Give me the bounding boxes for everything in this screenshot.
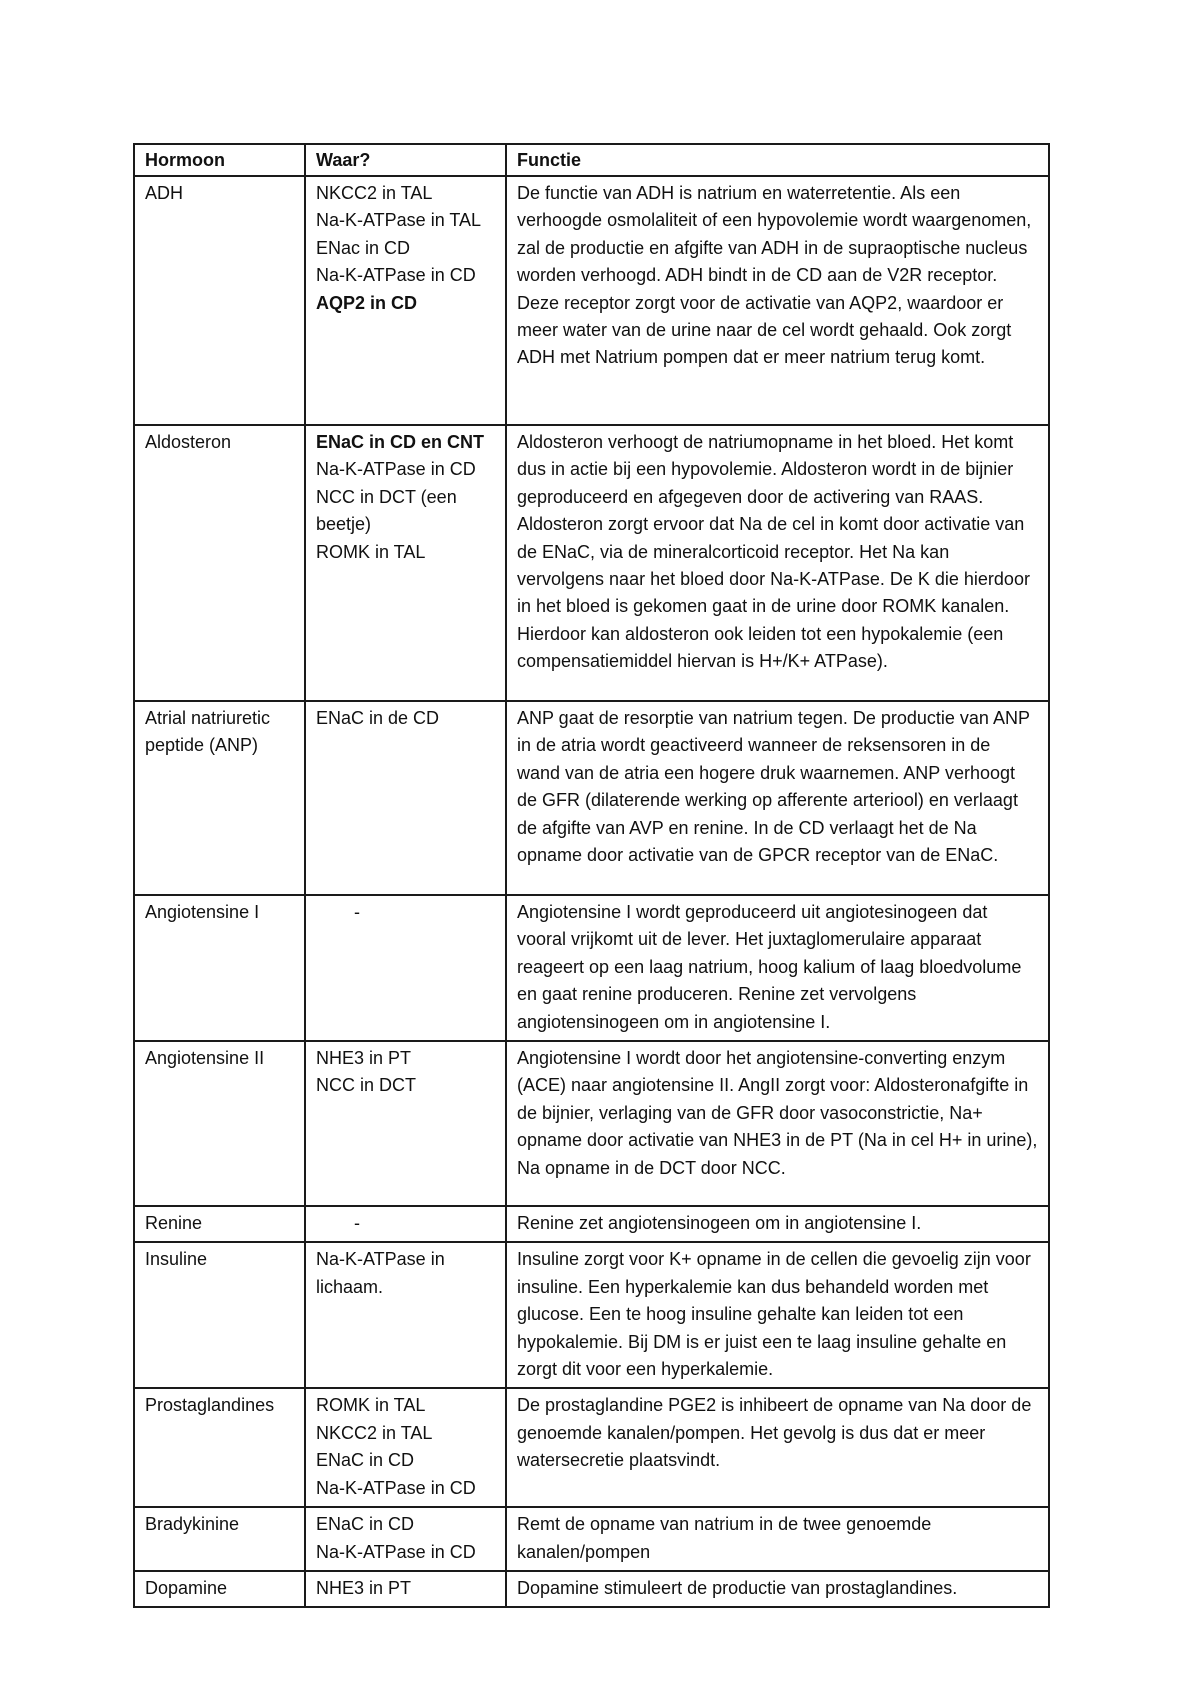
table-row xyxy=(134,1041,1049,1206)
waar-text: Na-K-ATPase in CD xyxy=(316,265,476,286)
hormoon-text: peptide (ANP) xyxy=(145,735,259,756)
cell-hormoon xyxy=(134,1388,305,1507)
waar-text: ENaC in CD xyxy=(316,1450,415,1471)
waar-text: ROMK in TAL xyxy=(316,1395,426,1416)
functie-text: Angiotensine I wordt door het angiotensine-converting enzym (ACE) naar angiotensine II. AngII zorgt voor: Aldosteronafgifte in de bijnier, verlaging van de GFR door vasoconstrictie, Na+ opname door activatie van NHE3 in de PT (Na in cel H+ in urine), Na opname in de DCT door NCC. xyxy=(517,1048,1038,1178)
table-row xyxy=(134,701,1049,895)
cell-functie xyxy=(506,1206,1049,1242)
cell-functie xyxy=(506,895,1049,1041)
cell-hormoon xyxy=(134,1206,305,1242)
functie-text: Renine zet angiotensinogeen om in angiotensine I. xyxy=(517,1213,922,1234)
functie-text: De prostaglandine PGE2 is inhibeert de opname van Na door de genoemde kanalen/pompen. Het gevolg is dus dat er meer watersecretie plaatsvindt. xyxy=(517,1395,1032,1471)
cell-waar xyxy=(305,176,506,425)
waar-text: NHE3 in PT xyxy=(316,1577,412,1598)
waar-text: NCC in DCT xyxy=(316,1075,417,1096)
hormoon-text: Angiotensine II xyxy=(145,1048,265,1069)
table-row xyxy=(134,1206,1049,1242)
cell-hormoon xyxy=(134,701,305,895)
waar-text: Na-K-ATPase in CD xyxy=(316,459,476,480)
waar-text: Na-K-ATPase in CD xyxy=(316,1477,476,1498)
cell-waar xyxy=(305,425,506,701)
waar-text: AQP2 in CD xyxy=(316,292,418,313)
waar-text: NKCC2 in TAL xyxy=(316,1422,433,1443)
table-row xyxy=(134,176,1049,425)
waar-text: ROMK in TAL xyxy=(316,541,426,562)
functie-text: ANP gaat de resorptie van natrium tegen. De productie van ANP in de atria wordt geactiveerd wanneer de reksensoren in de wand van de atria een hogere druk waarnemen. ANP verhoogt de GFR (dilaterende werking op afferente arteriool) en verlaagt de afgifte van AVP en renine. In de CD verlaagt het de Na opname door activatie van de GPCR receptor van de ENaC. xyxy=(517,708,1030,866)
table-row xyxy=(134,425,1049,701)
waar-text: ENaC in de CD xyxy=(316,708,440,728)
hormoon-text: Dopamine xyxy=(145,1577,228,1598)
hormoon-text: Bradykinine xyxy=(145,1514,240,1535)
functie-text: Angiotensine I wordt geproduceerd uit angiotesinogeen dat vooral vrijkomt uit de lever. Het juxtaglomerulaire apparaat reageert op een laag natrium, hoog kalium of laag bloedvolume en gaat renine produceren. Renine zet vervolgens angiotensinogeen om in angiotensine I. xyxy=(517,902,1022,1032)
cell-waar xyxy=(305,1242,506,1388)
hormoon-text: Atrial natriuretic xyxy=(145,708,271,728)
cell-hormoon xyxy=(134,176,305,425)
cell-waar xyxy=(305,1206,506,1242)
waar-text: ENaC in CD en CNT xyxy=(316,432,485,452)
waar-text: ENaC in CD xyxy=(316,1514,415,1535)
waar-text: beetje) xyxy=(316,514,372,535)
cell-waar xyxy=(305,1507,506,1571)
cell-waar xyxy=(305,1041,506,1206)
hormoon-text: ADH xyxy=(145,183,184,203)
cell-hormoon xyxy=(134,425,305,701)
waar-text: ENac in CD xyxy=(316,237,411,258)
waar-text: Na-K-ATPase in TAL xyxy=(316,210,482,231)
cell-functie xyxy=(506,425,1049,701)
waar-text: - xyxy=(354,902,360,922)
cell-waar xyxy=(305,895,506,1041)
cell-functie xyxy=(506,1571,1049,1607)
cell-hormoon xyxy=(134,1507,305,1571)
waar-text: Na-K-ATPase in xyxy=(316,1249,445,1270)
hormoon-text: Renine xyxy=(145,1213,203,1234)
functie-text: Aldosteron verhoogt de natriumopname in het bloed. Het komt dus in actie bij een hypovolemie. Aldosteron wordt in de bijnier geproduceerd en afgegeven door de activering van RAAS. Aldosteron zorgt ervoor dat Na de cel in komt door activatie van de ENaC, via de mineralcorticoid receptor. Het Na kan vervolgens naar het bloed door Na-K-ATPase. De K die hierdoor in het bloed is gekomen gaat in de urine door ROMK kanalen. Hierdoor kan aldosteron ook leiden tot een hypokalemie (een compensatiemiddel hiervan is H+/K+ ATPase). xyxy=(517,432,1030,672)
cell-functie xyxy=(506,701,1049,895)
functie-text: De functie van ADH is natrium en waterretentie. Als een verhoogde osmolaliteit of een hypovolemie wordt waargenomen, zal de productie en afgifte van ADH in de supraoptische nucleus worden verhoogd. ADH bindt in de CD aan de V2R receptor. Deze receptor zorgt voor de activatie van AQP2, waardoor er meer water van de urine naar de cel wordt gehaald. Ook zorgt ADH met Natrium pompen dat er meer natrium terug komt. xyxy=(517,183,1032,368)
hormoon-text: Angiotensine I xyxy=(145,902,260,922)
functie-text: Remt de opname van natrium in de twee genoemde kanalen/pompen xyxy=(517,1514,932,1562)
cell-functie xyxy=(506,1388,1049,1507)
functie-text: Dopamine stimuleert de productie van prostaglandines. xyxy=(517,1577,958,1598)
cell-hormoon xyxy=(134,1242,305,1388)
waar-text: NHE3 in PT xyxy=(316,1048,412,1069)
header-row xyxy=(134,144,1049,176)
hormone-table xyxy=(133,143,1050,1608)
cell-functie xyxy=(506,1041,1049,1206)
waar-text: lichaam. xyxy=(316,1276,384,1297)
waar-text: NKCC2 in TAL xyxy=(316,183,433,203)
table-row xyxy=(134,895,1049,1041)
hormoon-text: Prostaglandines xyxy=(145,1395,275,1416)
waar-text: Na-K-ATPase in CD xyxy=(316,1541,476,1562)
cell-functie xyxy=(506,176,1049,425)
table-row xyxy=(134,1507,1049,1571)
cell-hormoon xyxy=(134,1571,305,1607)
waar-text: NCC in DCT (een xyxy=(316,486,457,507)
hormoon-text: Insuline xyxy=(145,1249,208,1270)
cell-hormoon xyxy=(134,895,305,1041)
hormoon-text: Aldosteron xyxy=(145,432,232,452)
waar-text: - xyxy=(354,1213,360,1234)
table-row xyxy=(134,1388,1049,1507)
functie-text: Insuline zorgt voor K+ opname in de cellen die gevoelig zijn voor insuline. Een hyperkalemie kan dus behandeld worden met glucose. Een te hoog insuline gehalte kan leiden tot een hypokalemie. Bij DM is er juist een te laag insuline gehalte en zorgt dit voor een hyperkalemie. xyxy=(517,1249,1031,1380)
header-waar: Waar? xyxy=(305,144,506,176)
cell-functie xyxy=(506,1242,1049,1388)
table-row xyxy=(134,1242,1049,1388)
cell-waar xyxy=(305,701,506,895)
cell-hormoon xyxy=(134,1041,305,1206)
cell-waar xyxy=(305,1571,506,1607)
table-row xyxy=(134,1571,1049,1607)
cell-waar xyxy=(305,1388,506,1507)
cell-functie xyxy=(506,1507,1049,1571)
header-hormoon: Hormoon xyxy=(134,144,305,176)
header-functie: Functie xyxy=(506,144,1049,176)
